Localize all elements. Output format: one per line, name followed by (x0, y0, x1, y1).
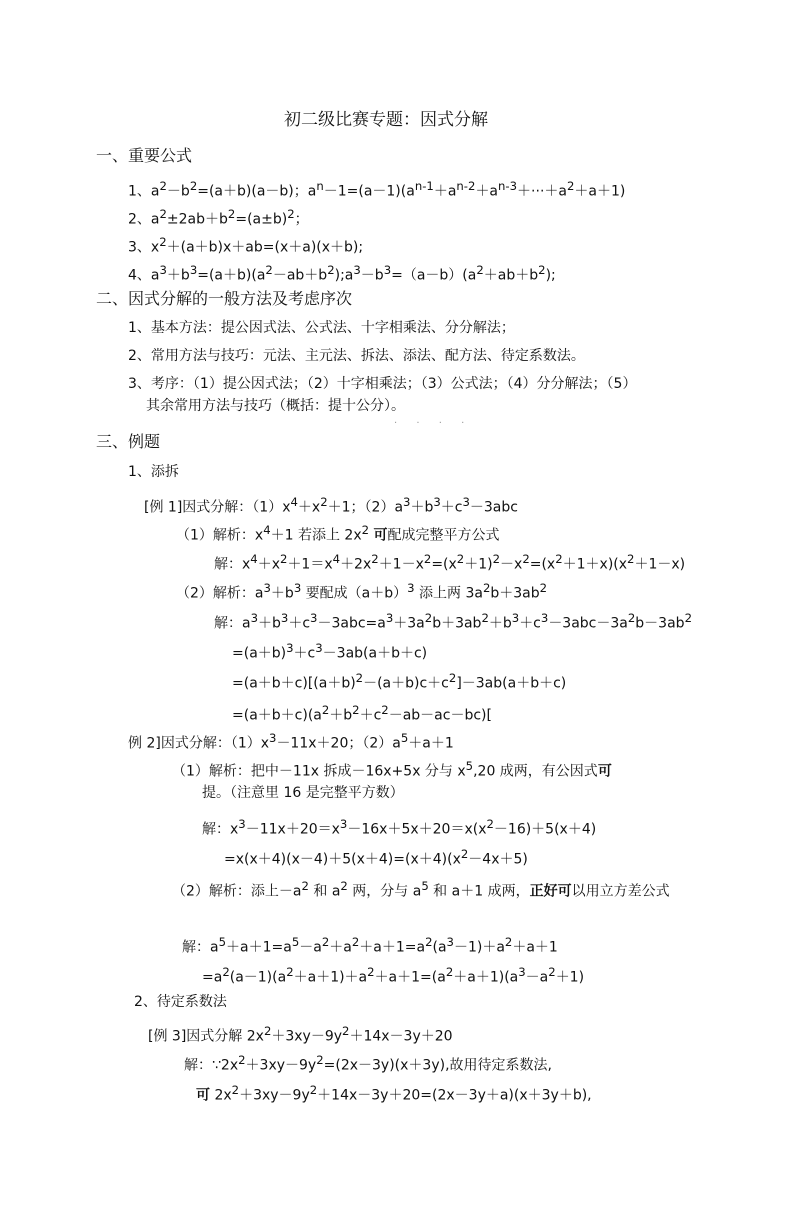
example-2-solution-2: 解：$a^5+a+1=a^5-a^2+a^2+a+1=a^2(a^3-1)+a^2+a+1$ (182, 935, 558, 956)
page-title: 初二级比赛专题：因式分解 (284, 110, 488, 130)
example-1-solution-2: 解：$a^3+b^3+c^3-3abc=a^3+3a^2b+3ab^2+b^3+c^3-3abc-3a^2b-3ab^2$ (214, 611, 692, 632)
example-2-analysis-2: （2）解析：添上$-a^2$ 和 $a^2$ 两，分与 $a^5$ 和 a＋1 成两，正好可以用立方差公式 (172, 879, 670, 900)
dot-separator: · · · · (394, 418, 473, 429)
formula-1: 1、$a^2-b^2=(a+b)(a-b)$；$a^n-1=(a-1)(a^{n-1}+a^{n-2}+a^{n-3}+\cdot\cdot\cdot+a^2+a+1)$ (128, 179, 626, 200)
example-1-solution-2-step-2: $=(a+b)^3+c^3-3ab(a+b+c)$ (232, 641, 428, 662)
example-3-solution: 解：$\because 2x^2+3xy-9y^2=(2x-3y)(x+3y)$,故用待定系数法, (184, 1053, 552, 1074)
method-3: 3、考序：（1）提公因式法；（2）十字相乘法；（3）公式法；（4）分分解法；（5） (128, 376, 637, 392)
example-1-solution-2-step-3: $=(a+b+c)[(a+b)^2-(a+b)c+c^2]-3ab(a+b+c)$ (232, 671, 567, 692)
example-2-solution-1: 解：$x^3-11x+20=x^3-16x+5x+20=x(x^2-16)+5(x+4)$ (202, 817, 597, 838)
formula-3: 3、$x^2+(a+b)x+ab=(x+a)(x+b)$; (128, 235, 364, 256)
subsection-undetermined-coefficients: 2、待定系数法 (134, 994, 227, 1010)
example-2-solution-1-step-2: $=x(x+4)(x-4)+5(x+4)=(x+4)(x^2-4x+5)$ (224, 847, 528, 868)
example-1-solution-2-step-4: $=(a+b+c)(a^2+b^2+c^2-ab-ac-bc)$[ (232, 703, 492, 724)
example-1-solution-1: 解：$x^4+x^2+1=x^4+2x^2+1-x^2=(x^2+1)^2-x^2=(x^2+1+x)(x^2+1-x)$ (214, 552, 686, 573)
method-2: 2、常用方法与技巧：元法、主元法、拆法、添法、配方法、待定系数法。 (128, 348, 585, 364)
example-2-analysis-1-continued: 提。（注意里 16 是完整平方数） (202, 785, 404, 801)
section-heading-methods: 二、因式分解的一般方法及考虑序次 (96, 289, 353, 308)
section-heading-formulas: 一、重要公式 (96, 146, 193, 165)
example-2-analysis-1: （1）解析：把中－11x 拆成－16x+5x 分与 $x^5,20$ 成两，有公因式可 (172, 759, 612, 780)
example-1-analysis-1: （1）解析：$x^4+1$ 若添上 $2x^2$ 可配成完整平方公式 (176, 523, 500, 544)
formula-2: 2、$a^2\pm 2ab+b^2=(a\pm b)^2$； (128, 207, 309, 228)
example-3-solution-step-2: 可 $2x^2+3xy-9y^2+14x-3y+20=(2x-3y+a)(x+3y+b)$, (196, 1083, 592, 1104)
example-1: [例 1]因式分解：$(1)x^4+x^2+1$；$(2)a^3+b^3+c^3-3abc$ (144, 495, 518, 516)
example-2: 例 2]因式分解：$(1)x^3-11x+20$；$(2)a^5+a+1$ (128, 731, 454, 752)
example-2-solution-2-step-2: $=a^2(a-1)(a^2+a+1)+a^2+a+1=(a^2+a+1)(a^3-a^2+1)$ (202, 965, 585, 986)
method-3-continued: 其余常用方法与技巧（概括：提十公分）。 (146, 398, 405, 414)
example-3: [例 3]因式分解 $2x^2+3xy-9y^2+14x-3y+20$ (148, 1024, 453, 1045)
example-1-analysis-2: （2）解析：$a^3+b^3$ 要配成$(a+b)^3$ 添上两 $3a^2b+3ab^2$ (176, 581, 548, 602)
formula-4: 4、$a^3+b^3=(a+b)(a^2-ab+b^2);a^3-b^3=(a-b)(a^2+ab+b^2)$; (128, 263, 556, 284)
subsection-add-split: 1、添拆 (128, 464, 179, 480)
section-heading-examples: 三、例题 (96, 432, 161, 451)
method-1: 1、基本方法：提公因式法、公式法、十字相乘法、分分解法； (128, 320, 515, 336)
